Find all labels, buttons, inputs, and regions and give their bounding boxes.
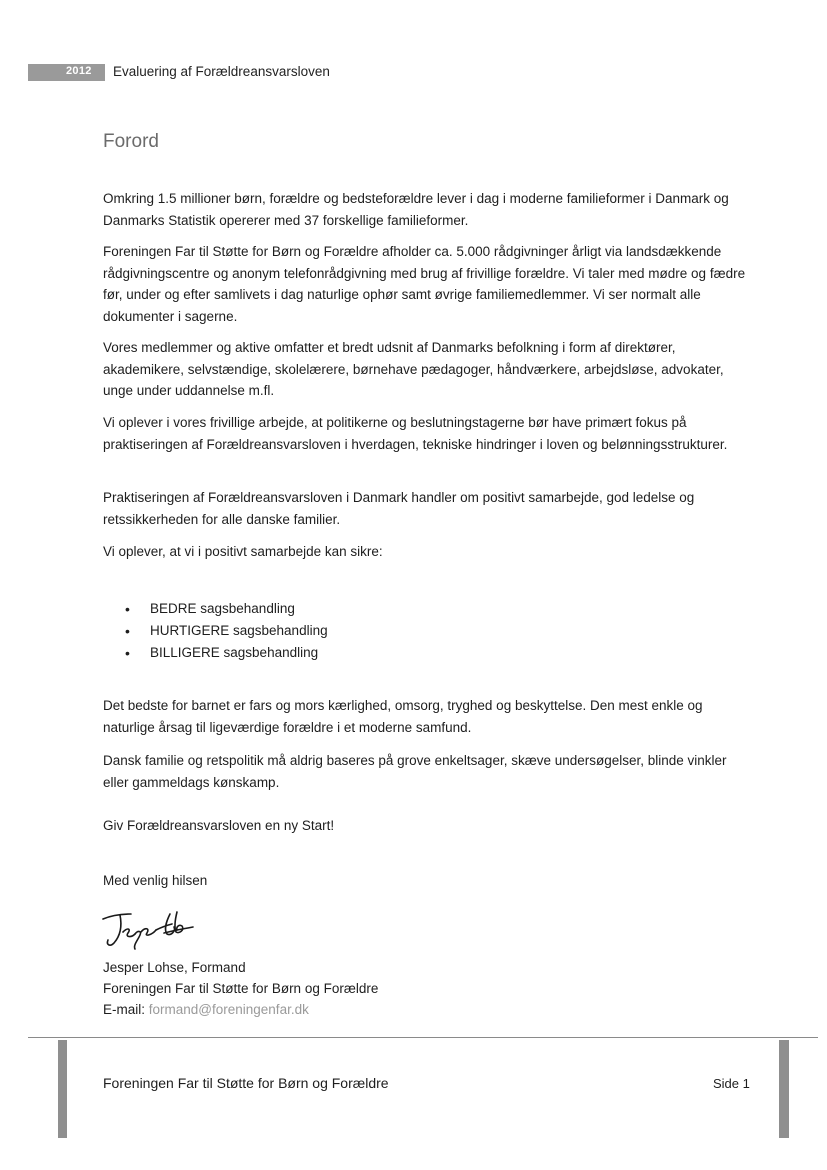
bullet-icon: •: [125, 645, 130, 661]
list-item-label: BEDRE sagsbehandling: [150, 601, 295, 616]
bullet-icon: •: [125, 623, 130, 639]
list-item: [125, 642, 328, 664]
signer-name: Jesper Lohse, Formand: [103, 960, 246, 975]
paragraph-6: Vi oplever, at vi i positivt samarbejde kan sikre:: [103, 544, 383, 559]
header-title: Evaluering af Forældreansvarsloven: [113, 64, 330, 79]
paragraph-1: Omkring 1.5 millioner børn, forældre og bedsteforældre lever i dag i moderne familieformer i Danmark og Danmarks Statistik opererer med 37 forskellige familieformer.: [103, 191, 729, 228]
paragraph-4: Vi oplever i vores frivillige arbejde, at politikerne og beslutningstagerne bør have primært fokus på praktiseringen af Forældreansvarsloven i hverdagen, tekniske hindringer i loven og belønningsstrukturer.: [103, 415, 728, 452]
list-item: [125, 598, 328, 620]
email-row: [103, 999, 309, 1020]
list-item-label: HURTIGERE sagsbehandling: [150, 623, 328, 638]
page-title: Forord: [103, 131, 159, 152]
email-label: E-mail:: [103, 1002, 146, 1017]
signature-image: [100, 905, 195, 953]
greeting: Med venlig hilsen: [103, 873, 208, 888]
header-year: 2012: [66, 65, 92, 77]
list-item-label: BILLIGERE sagsbehandling: [150, 645, 319, 660]
paragraph-5: Praktiseringen af Forældreansvarsloven i Danmark handler om positivt samarbejde, god ledelse og retssikkerheden for alle danske familier.: [103, 490, 695, 527]
paragraph-2: Foreningen Far til Støtte for Børn og Forældre afholder ca. 5.000 rådgivninger årligt via landsdækkende rådgivningscentre og anonym telefonrådgivning med brug af frivillige forældre. Vi taler med mødre og fædre før, under og efter samlivets i dag naturlige ophør samt øvrige familiemedlemmer. Vi ser normalt alle dokumenter i sagerne.: [103, 244, 746, 324]
paragraph-8: Dansk familie og retspolitik må aldrig baseres på grove enkeltsager, skæve undersøgelser, blinde vinkler eller gammeldags kønskamp.: [103, 753, 727, 790]
paragraph-3: Vores medlemmer og aktive omfatter et bredt udsnit af Danmarks befolkning i form af direktører, akademikere, selvstændige, skolelærere, børnehave pædagoger, håndværkere, arbejdsløse, advokater, unge under uddannelse m.fl.: [103, 340, 724, 398]
footer-divider: [28, 1037, 818, 1038]
footer-right-bar: [779, 1040, 789, 1138]
bullet-list: [125, 598, 328, 664]
page-number: Side 1: [713, 1076, 750, 1091]
bullet-icon: •: [125, 601, 130, 617]
footer-organization: Foreningen Far til Støtte for Børn og Forældre: [103, 1075, 389, 1091]
paragraph-7: Det bedste for barnet er fars og mors kærlighed, omsorg, tryghed og beskyttelse. Den mest enkle og naturlige årsag til ligeværdige forældre i et moderne samfund.: [103, 698, 703, 735]
email-link[interactable]: formand@foreningenfar.dk: [148, 1002, 309, 1017]
closing-line: Giv Forældreansvarsloven en ny Start!: [103, 818, 335, 833]
signer-organization: Foreningen Far til Støtte for Børn og Forældre: [103, 981, 379, 996]
footer-left-bar: [58, 1040, 67, 1138]
list-item: [125, 620, 328, 642]
